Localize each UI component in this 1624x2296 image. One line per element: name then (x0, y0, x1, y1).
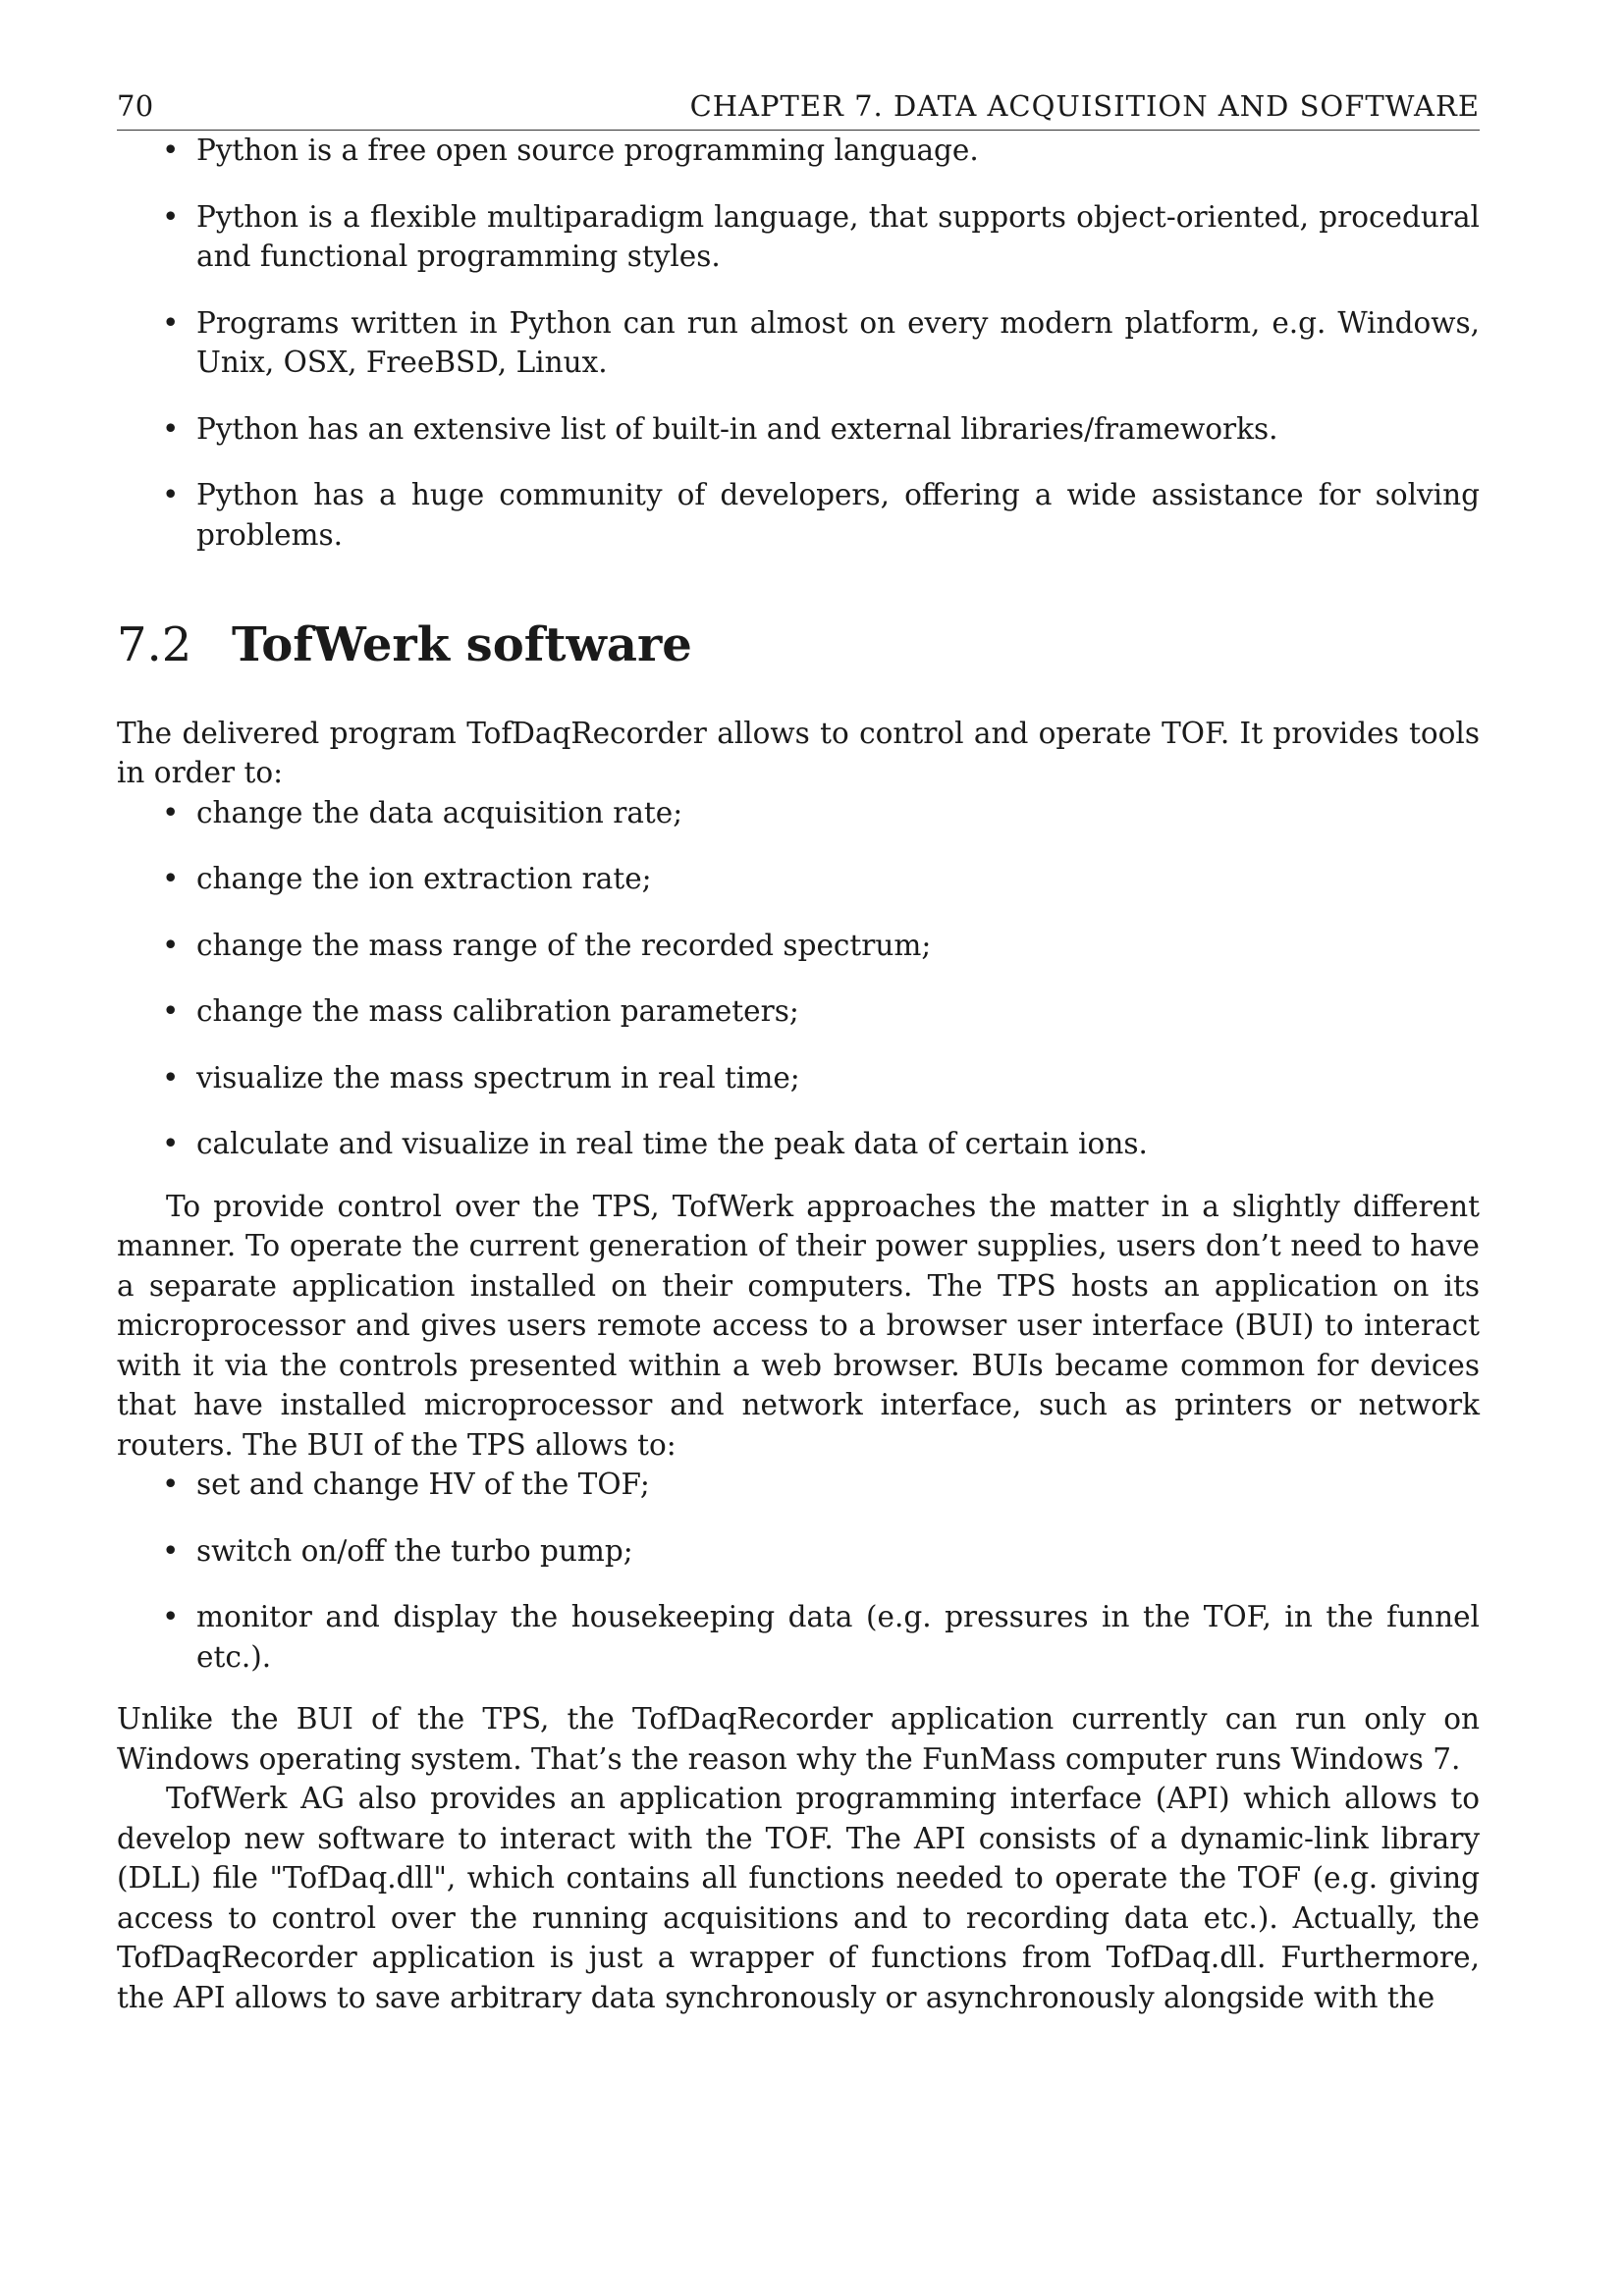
list-item: • visualize the mass spectrum in real time; (117, 1058, 1480, 1098)
bullet-icon: • (162, 862, 180, 896)
bullet-icon: • (162, 1060, 180, 1095)
bullet-icon: • (162, 994, 180, 1029)
bullet-icon: • (162, 1533, 180, 1568)
python-features-list (117, 131, 1480, 555)
section-number: 7.2 (117, 617, 192, 672)
list-item: • change the data acquisition rate; (117, 793, 1480, 833)
list-item: • calculate and visualize in real time the peak data of certain ions. (117, 1124, 1480, 1164)
list-item: • Python has an extensive list of built-in and external libraries/frameworks. (117, 409, 1480, 450)
bullet-icon: • (162, 928, 180, 962)
list-item: • change the mass range of the recorded spectrum; (117, 926, 1480, 966)
bullet-icon: • (162, 795, 180, 829)
list-item: • Programs written in Python can run almost on every modern platform, e.g. Windows, Unix, OSX, FreeBSD, Linux. (117, 303, 1480, 383)
list-item: • Python is a free open source programming language. (117, 131, 1480, 171)
section-heading (117, 615, 1480, 674)
bullet-icon: • (162, 478, 180, 511)
running-head (117, 86, 1480, 131)
chapter-title: CHAPTER 7. DATA ACQUISITION AND SOFTWARE (689, 89, 1480, 123)
bullet-icon: • (162, 1600, 180, 1634)
list-item: • switch on/off the turbo pump; (117, 1531, 1480, 1572)
list-item: • Python has a huge community of developers, offering a wide assistance for solving problems. (117, 475, 1480, 555)
bullet-icon: • (162, 1468, 180, 1502)
bullet-icon: • (162, 411, 180, 446)
intro-paragraph: The delivered program TofDaqRecorder allows to control and operate TOF. It provides tools in order to: (117, 716, 1480, 790)
recorder-capabilities-list (117, 793, 1480, 1164)
tps-paragraph: To provide control over the TPS, TofWerk approaches the matter in a slightly different manner. To operate the current generation of their power supplies, users don’t need to have a separate application installed on their computers. The TPS hosts an application on its microprocessor and gives users remote access to a browser user interface (BUI) to interact with it via the controls presented within a web browser. BUIs became common for devices that have installed microprocessor and network interface, such as printers or network routers. The BUI of the TPS allows to: (117, 1189, 1480, 1462)
page (117, 86, 1480, 2017)
page-number: 70 (117, 89, 154, 123)
section-title: TofWerk software (232, 617, 692, 672)
bullet-icon: • (162, 199, 180, 234)
list-item: • change the ion extraction rate; (117, 859, 1480, 899)
list-item: • set and change HV of the TOF; (117, 1465, 1480, 1505)
bullet-icon: • (162, 305, 180, 340)
bullet-icon: • (162, 1127, 180, 1161)
bullet-icon: • (162, 133, 180, 167)
list-item: • change the mass calibration parameters; (117, 991, 1480, 1032)
list-item: • monitor and display the housekeeping data (e.g. pressures in the TOF, in the funnel etc.). (117, 1597, 1480, 1677)
unlike-paragraph: Unlike the BUI of the TPS, the TofDaqRecorder application currently can run only on Windows operating system. That’s the reason why the FunMass computer runs Windows 7. (117, 1702, 1480, 1776)
list-item: • Python is a flexible multiparadigm language, that supports object-oriented, procedural and functional programming styles. (117, 197, 1480, 277)
api-paragraph: TofWerk AG also provides an application programming interface (API) which allows to develop new software to interact with the TOF. The API consists of a dynamic-link library (DLL) file "TofDaq.dll", which contains all functions needed to operate the TOF (e.g. giving access to control over the running acquisitions and to recording data etc.). Actually, the TofDaqRecorder application is just a wrapper of functions from TofDaq.dll. Furthermore, the API allows to save arbitrary data synchronously or asynchronously alongside with the (117, 1782, 1480, 2014)
bui-capabilities-list (117, 1465, 1480, 1677)
